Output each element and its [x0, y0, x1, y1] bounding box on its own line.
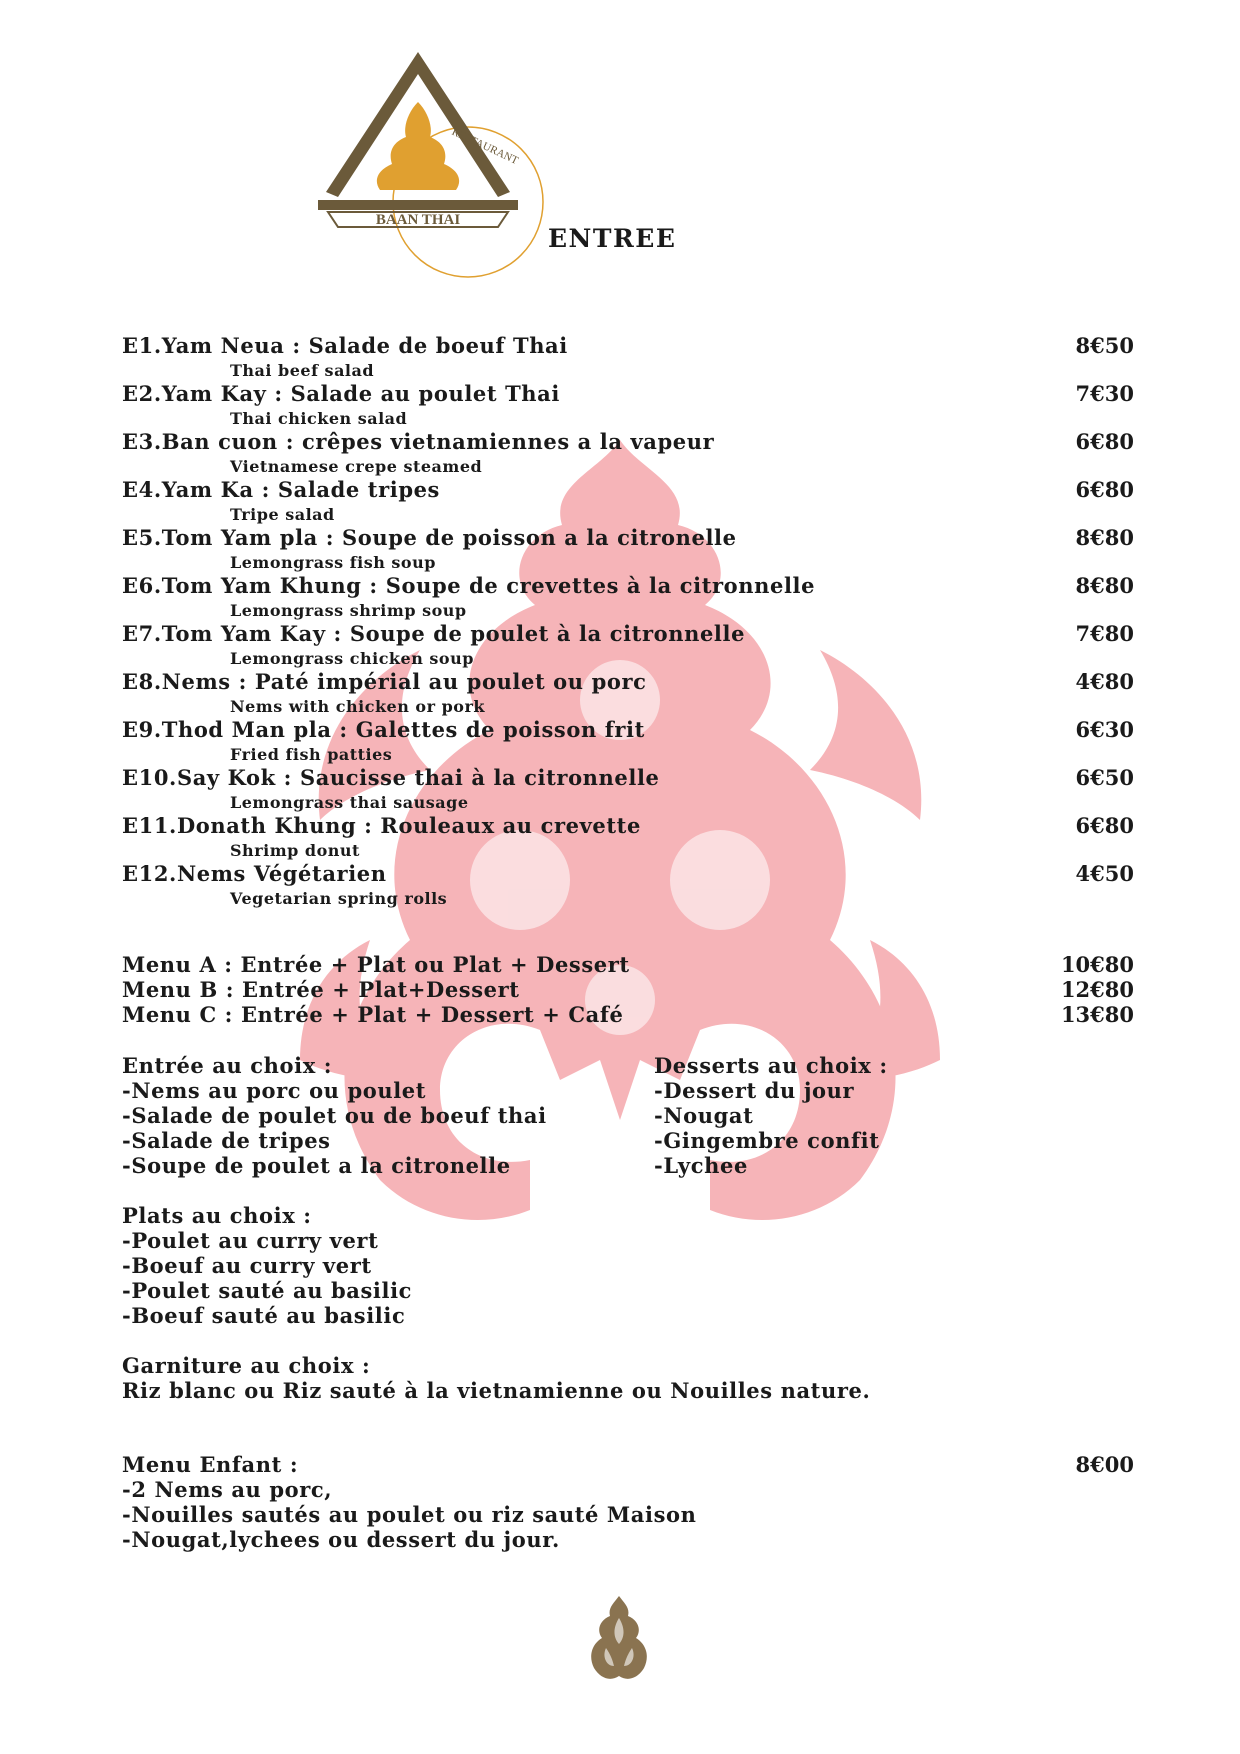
dish-price: 8€80 [1075, 525, 1134, 550]
dish-item [122, 333, 1134, 380]
section-title: ENTREE [548, 224, 677, 253]
plats-choice-item: -Boeuf au curry vert [122, 1253, 372, 1278]
dessert-choice-item: -Gingembre confit [654, 1128, 880, 1153]
dish-title: E3.Ban cuon : crêpes vietnamiennes a la vapeur [122, 429, 715, 454]
menu-item [122, 1002, 1134, 1027]
dish-subtitle: Nems with chicken or pork [230, 697, 485, 716]
plats-choice-item: -Boeuf sauté au basilic [122, 1303, 406, 1328]
dish-title: E6.Tom Yam Khung : Soupe de crevettes à la citronnelle [122, 573, 816, 598]
dish-price: 4€80 [1075, 669, 1134, 694]
entree-choice-item: -Salade de tripes [122, 1128, 331, 1153]
dish-price: 8€80 [1075, 573, 1134, 598]
dish-item [122, 573, 1134, 620]
dish-price: 4€50 [1075, 861, 1134, 886]
dish-title: E10.Say Kok : Saucisse thai à la citronnelle [122, 765, 660, 790]
dish-item [122, 765, 1134, 812]
dish-title: E11.Donath Khung : Rouleaux au crevette [122, 813, 641, 838]
menu-label: Menu B : Entrée + Plat+Dessert [122, 977, 520, 1002]
dish-price: 6€80 [1075, 813, 1134, 838]
menu-label: Menu A : Entrée + Plat ou Plat + Dessert [122, 952, 630, 977]
dish-item [122, 861, 1134, 908]
dish-title: E5.Tom Yam pla : Soupe de poisson a la citronelle [122, 525, 737, 550]
entree-choice-item: -Nems au porc ou poulet [122, 1078, 427, 1103]
menu-label: Menu C : Entrée + Plat + Dessert + Café [122, 1002, 624, 1027]
menu-price: 13€80 [1060, 1002, 1134, 1027]
dish-subtitle: Tripe salad [230, 505, 335, 524]
dish-item [122, 429, 1134, 476]
dish-item [122, 813, 1134, 860]
logo-tag: RESTAURANT [449, 125, 521, 168]
dish-item [122, 669, 1134, 716]
entree-choice-item: -Soupe de poulet a la citronelle [122, 1153, 511, 1178]
dessert-choice-title: Desserts au choix : [654, 1053, 888, 1078]
dish-price: 7€80 [1075, 621, 1134, 646]
entree-choice-title: Entrée au choix : [122, 1053, 333, 1078]
menu-enfant-item: -Nougat,lychees ou dessert du jour. [122, 1527, 560, 1552]
logo-name: BAAN THAI [375, 212, 461, 228]
dish-title: E8.Nems : Paté impérial au poulet ou porc [122, 669, 647, 694]
dish-item [122, 717, 1134, 764]
dish-item [122, 477, 1134, 524]
menu-enfant-title: Menu Enfant : [122, 1452, 299, 1477]
baan-thai-logo [318, 52, 568, 282]
dish-subtitle: Lemongrass chicken soup [230, 649, 474, 668]
thai-ornament-icon [588, 1596, 650, 1682]
dish-subtitle: Thai chicken salad [230, 409, 408, 428]
dish-subtitle: Lemongrass thai sausage [230, 793, 469, 812]
dish-title: E7.Tom Yam Kay : Soupe de poulet à la citronnelle [122, 621, 746, 646]
entree-choice-item: -Salade de poulet ou de boeuf thai [122, 1103, 547, 1128]
plats-choice-item: -Poulet sauté au basilic [122, 1278, 413, 1303]
dish-subtitle: Fried fish patties [230, 745, 393, 764]
menu-item [122, 977, 1134, 1002]
plats-choice-item: -Poulet au curry vert [122, 1228, 379, 1253]
menu-enfant-item: -2 Nems au porc, [122, 1477, 333, 1502]
dessert-choice-item: -Lychee [654, 1153, 748, 1178]
dessert-choice-item: -Nougat [654, 1103, 754, 1128]
menu-enfant-item: -Nouilles sautés au poulet ou riz sauté Maison [122, 1502, 697, 1527]
plats-choice-title: Plats au choix : [122, 1203, 312, 1228]
dish-price: 8€50 [1075, 333, 1134, 358]
dish-item [122, 525, 1134, 572]
dish-subtitle: Vegetarian spring rolls [230, 889, 448, 908]
garniture-text: Riz blanc ou Riz sauté à la vietnamienne ou Nouilles nature. [122, 1378, 871, 1403]
dish-price: 7€30 [1075, 381, 1134, 406]
dish-subtitle: Thai beef salad [230, 361, 375, 380]
menu-item [122, 952, 1134, 977]
menu-enfant-price: 8€00 [1075, 1452, 1134, 1477]
dish-subtitle: Shrimp donut [230, 841, 360, 860]
dish-title: E2.Yam Kay : Salade au poulet Thai [122, 381, 560, 406]
dish-item [122, 381, 1134, 428]
dish-item [122, 621, 1134, 668]
garniture-title: Garniture au choix : [122, 1353, 371, 1378]
dish-subtitle: Lemongrass fish soup [230, 553, 436, 572]
dish-title: E1.Yam Neua : Salade de boeuf Thai [122, 333, 568, 358]
dessert-choice-item: -Dessert du jour [654, 1078, 855, 1103]
dish-price: 6€30 [1075, 717, 1134, 742]
menu-price: 12€80 [1060, 977, 1134, 1002]
dish-subtitle: Vietnamese crepe steamed [230, 457, 483, 476]
menu-enfant [122, 1452, 1134, 1477]
dish-price: 6€80 [1075, 429, 1134, 454]
menu-price: 10€80 [1060, 952, 1134, 977]
dish-title: E4.Yam Ka : Salade tripes [122, 477, 440, 502]
dish-price: 6€80 [1075, 477, 1134, 502]
dish-title: E9.Thod Man pla : Galettes de poisson frit [122, 717, 645, 742]
dish-price: 6€50 [1075, 765, 1134, 790]
dish-subtitle: Lemongrass shrimp soup [230, 601, 467, 620]
dish-title: E12.Nems Végétarien [122, 861, 387, 886]
